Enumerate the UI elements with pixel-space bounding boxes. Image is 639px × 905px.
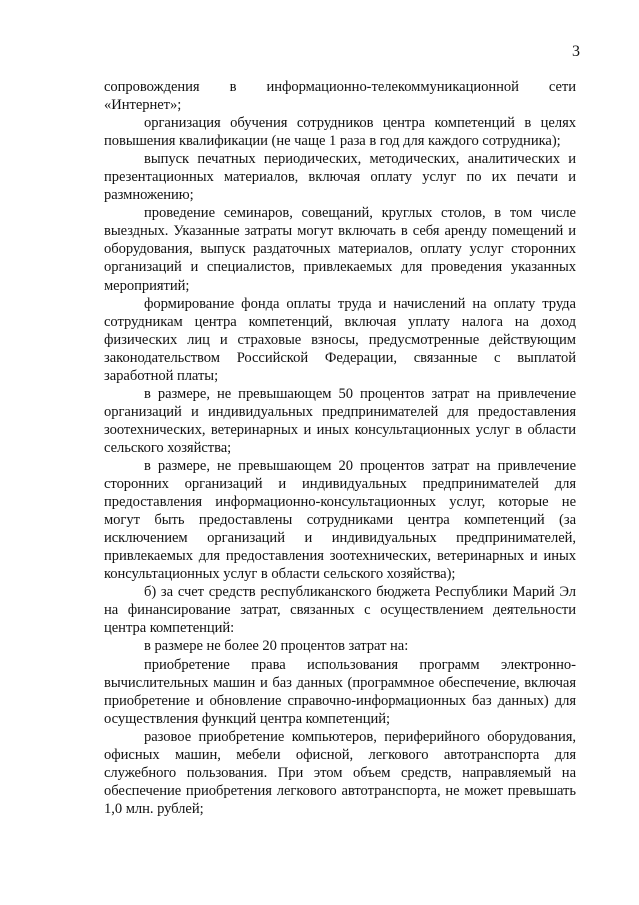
- paragraph-limit-50-percent: в размере, не превышающем 50 процентов затрат на привлечение организаций и индивидуальных предпринимателей для предоставления зоотехнических, ветеринарных и иных консультационных услуг в области сельского хозяйства;: [104, 385, 576, 456]
- paragraph-limit-20-percent: в размере, не превышающем 20 процентов затрат на привлечение сторонних организаций и индивидуальных предпринимателей для предоставления информационно-консультационных услуг, которые не могут быть предоставлены сотрудниками центра компетенций (за исключением организаций и индивидуальных предпринимателей, привлекаемых для предоставления зоотехнических, ветеринарных и иных консультационных услуг в области сельского хозяйства);: [104, 457, 576, 583]
- document-body: [104, 78, 576, 818]
- paragraph-training: организация обучения сотрудников центра компетенций в целях повышения квалификации (не чаще 1 раза в год для каждого сотрудника);: [104, 115, 576, 150]
- paragraph-publications: выпуск печатных периодических, методических, аналитических и презентационных материалов, включая оплату услуг по их печати и размножению;: [104, 151, 576, 204]
- paragraph-republic-budget: б) за счет средств республиканского бюджета Республики Марий Эл на финансирование затрат, связанных с осуществлением деятельности центра компетенций:: [104, 584, 576, 637]
- page-number: 3: [572, 43, 580, 60]
- paragraph-software-rights: приобретение права использования программ электронно-вычислительных машин и баз данных (программное обеспечение, включая приобретение и обновление справочно-информационных баз данных) для осуществления функций центра компетенций;: [104, 656, 576, 727]
- paragraph-seminars: проведение семинаров, совещаний, круглых столов, в том числе выездных. Указанные затраты могут включать в себя аренду помещений и оборудования, выпуск раздаточных материалов, оплату услуг сторонних организаций и специалистов, привлекаемых для проведения указанных мероприятий;: [104, 205, 576, 294]
- paragraph-equipment-purchase: разовое приобретение компьютеров, периферийного оборудования, офисных машин, мебели офисной, легкового автотранспорта для служебного пользования. При этом объем средств, направляемый на обеспечение приобретения легкового автотранспорта, не может превышать 1,0 млн. рублей;: [104, 728, 576, 817]
- paragraph-no-more-20-percent: в размере не более 20 процентов затрат на:: [144, 638, 409, 655]
- paragraph-payroll-fund: формирование фонда оплаты труда и начислений на оплату труда сотрудникам центра компетенций, включая уплату налога на доход физических лиц и страховые взносы, предусмотренные действующим законодательством Российской Федерации, связанные с выплатой заработной платы;: [104, 295, 576, 384]
- paragraph-continuation: сопровождения в информационно-телекоммуникационной сети «Интернет»;: [104, 79, 576, 114]
